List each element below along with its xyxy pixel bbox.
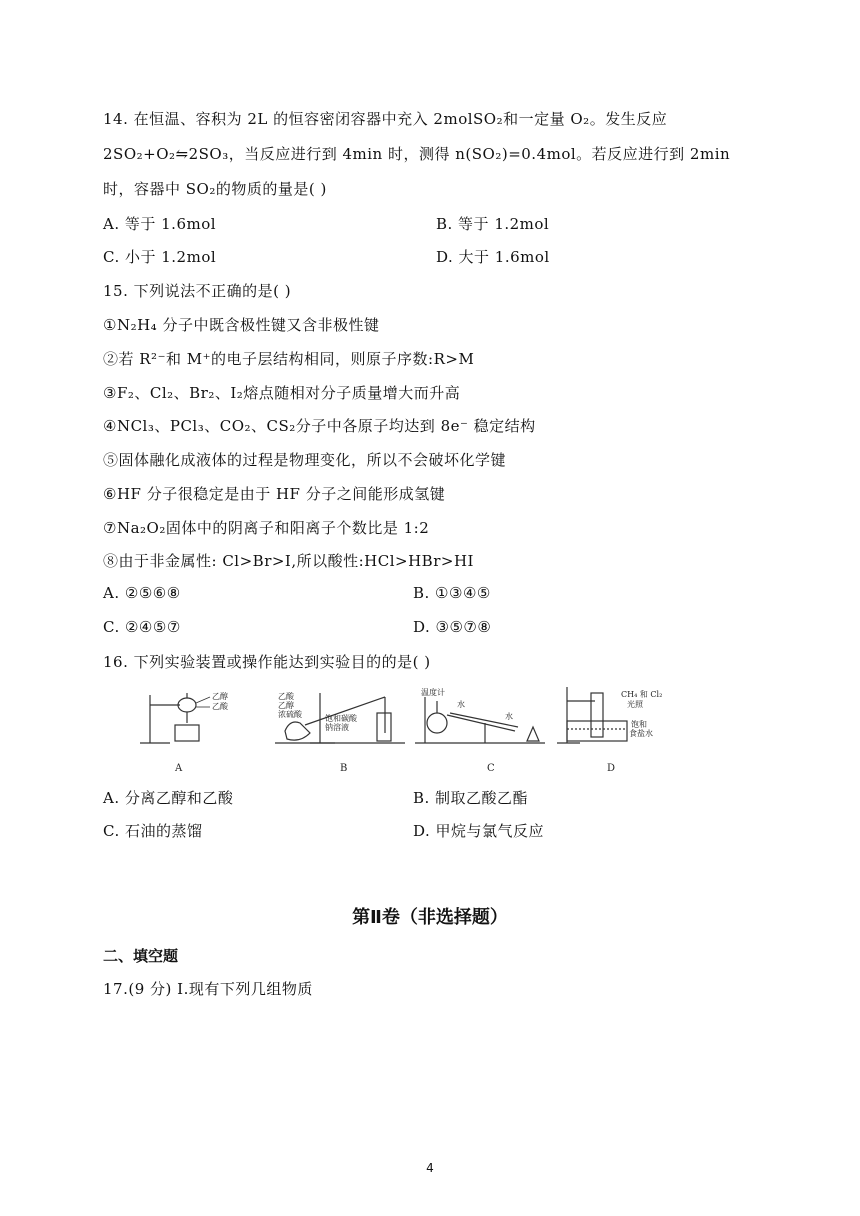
label-d-saturated: 饱和 — [631, 720, 647, 729]
label-c-water-in: 水 — [457, 700, 465, 709]
apparatus-a — [140, 691, 229, 774]
q16-option-c: C. 石油的蒸馏 — [103, 822, 203, 840]
panel-label-c: C — [487, 763, 495, 774]
q14-option-a: A. 等于 1.6mol — [103, 215, 217, 233]
label-d-light: 光照 — [627, 700, 643, 709]
label-a-acetic-acid: 乙酸 — [212, 702, 228, 711]
label-d-brine: 食盐水 — [629, 729, 653, 738]
q16-option-a: A. 分离乙醇和乙酸 — [103, 789, 234, 807]
label-d-methane-chlorine: CH₄ 和 Cl₂ — [621, 690, 663, 699]
label-c-thermometer: 温度计 — [421, 688, 445, 697]
q15-item-4: ④NCl₃、PCl₃、CO₂、CS₂分子中各原子均达到 8e⁻ 稳定结构 — [103, 417, 536, 435]
q15-item-8: ⑧由于非金属性: Cl>Br>I,所以酸性:HCl>HBr>HI — [103, 552, 474, 570]
q15-option-d: D. ③⑤⑦⑧ — [413, 618, 492, 636]
label-b-conc-sulfuric: 浓硫酸 — [278, 710, 302, 719]
q15-item-3: ③F₂、Cl₂、Br₂、I₂熔点随相对分子质量增大而升高 — [103, 384, 461, 402]
q15-option-a: A. ②⑤⑥⑧ — [103, 584, 181, 602]
q15-option-c: C. ②④⑤⑦ — [103, 618, 181, 636]
label-b-sodium-solution: 钠溶液 — [325, 723, 349, 732]
label-c-water-out: 水 — [505, 712, 513, 721]
label-a-ethanol: 乙醇 — [212, 692, 228, 701]
apparatus-d — [557, 687, 662, 774]
q15-item-5: ⑤固体融化成液体的过程是物理变化，所以不会破坏化学键 — [103, 451, 507, 469]
label-b-saturated-carbonate: 饱和碳酸 — [325, 714, 357, 723]
q14-line-3: 时，容器中 SO₂的物质的量是( ) — [103, 180, 327, 198]
q14-option-b: B. 等于 1.2mol — [436, 215, 550, 233]
label-b-acetic-acid: 乙酸 — [278, 692, 294, 701]
q16-option-d: D. 甲烷与氯气反应 — [413, 822, 545, 840]
q14-line-2: 2SO₂+O₂⇋2SO₃，当反应进行到 4min 时，测得 n(SO₂)=0.4mol。若反应进行到 2min — [103, 145, 731, 163]
apparatus-c — [415, 687, 545, 774]
page-number: 4 — [426, 1161, 434, 1175]
q14-option-c: C. 小于 1.2mol — [103, 248, 217, 266]
apparatus-b — [275, 691, 405, 774]
q15-item-7: ⑦Na₂O₂固体中的阴离子和阳离子个数比是 1:2 — [103, 519, 430, 537]
panel-label-b: B — [340, 763, 348, 774]
panel-label-d: D — [607, 763, 616, 774]
experiment-apparatus-figure — [135, 683, 695, 775]
section-title: 第Ⅱ卷（非选择题） — [352, 907, 508, 928]
q16-option-b: B. 制取乙酸乙酯 — [413, 789, 529, 807]
q16-stem: 16. 下列实验装置或操作能达到实验目的的是( ) — [103, 653, 431, 671]
panel-label-a: A — [175, 763, 183, 774]
q15-item-2: ②若 R²⁻和 M⁺的电子层结构相同，则原子序数:R>M — [103, 350, 475, 368]
section-part-title: 二、填空题 — [103, 947, 179, 965]
q15-item-1: ①N₂H₄ 分子中既含极性键又含非极性键 — [103, 316, 380, 334]
q14-line-1: 14. 在恒温、容积为 2L 的恒容密闭容器中充入 2molSO₂和一定量 O₂。发生反应 — [103, 110, 668, 128]
q14-option-d: D. 大于 1.6mol — [436, 248, 550, 266]
q15-stem: 15. 下列说法不正确的是( ) — [103, 282, 292, 300]
label-b-ethanol: 乙醇 — [278, 701, 294, 710]
q17-stem: 17.(9 分) I.现有下列几组物质 — [103, 980, 313, 998]
q15-option-b: B. ①③④⑤ — [413, 584, 491, 602]
q15-item-6: ⑥HF 分子很稳定是由于 HF 分子之间能形成氢键 — [103, 485, 446, 503]
